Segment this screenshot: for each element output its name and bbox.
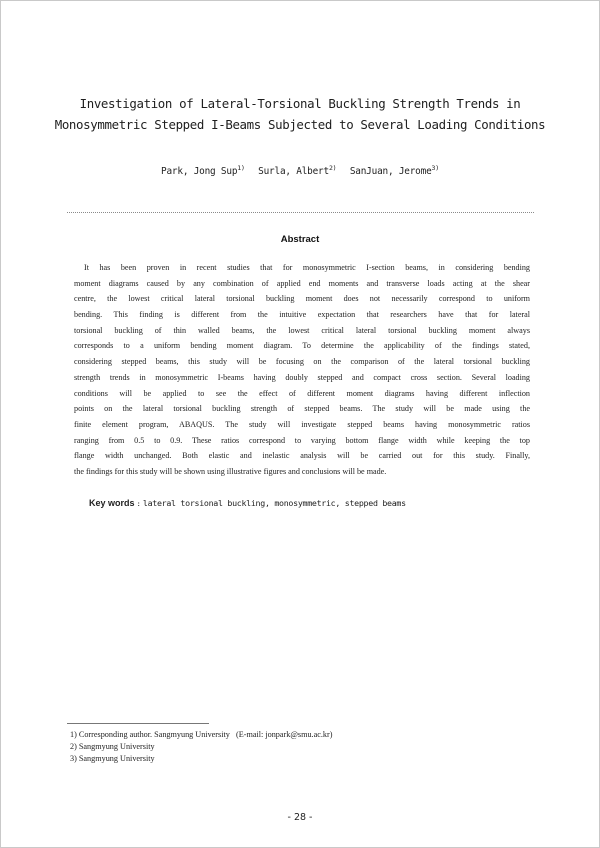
abstract-line: torsional buckling of thin walled beams, the lowest critical lateral torsional buckling moment always xyxy=(74,325,530,335)
abstract-line: strength trends in monosymmetric I-beams having doubly stepped and compact cross section. Several loading xyxy=(74,372,530,382)
abstract-line: ranging from 0.5 to 0.9. These ratios correspond to varying bottom flange width while keeping the top xyxy=(74,435,530,445)
abstract-line: flange width unchanged. Both elastic and inelastic analysis will be carried out for this study. Finally, xyxy=(74,451,530,461)
abstract-line: moment diagrams caused by any combination of applied end moments and transverse loads acting at the shear xyxy=(74,278,530,288)
abstract-line: It has been proven in recent studies that for monosymmetric I-section beams, in considering bending xyxy=(84,263,530,272)
page-number: - 28 - xyxy=(287,812,313,823)
author-name: Park, Jong Sup xyxy=(161,166,238,177)
keywords-label: Key words xyxy=(89,498,135,508)
footnote: 2) Sangmyung University xyxy=(70,742,155,752)
abstract-body xyxy=(74,260,530,480)
title-line: Investigation of Lateral-Torsional Buckling Strength Trends in xyxy=(79,96,521,111)
abstract-line: conditions will be applied to see the effect of different moment diagrams having different inflection xyxy=(74,388,530,398)
author xyxy=(258,166,336,177)
footnote: 1) Corresponding author. Sangmyung University (E-mail: jonpark@smu.ac.kr) xyxy=(70,730,333,739)
abstract-line: the findings for this study will be shown using illustrative figures and conclusions will be made. xyxy=(74,466,387,476)
author xyxy=(350,166,439,177)
abstract-line: points on the lateral torsional buckling strength of stepped beams. The study will be made using the xyxy=(74,404,530,414)
footnote-mark: 2) xyxy=(328,164,337,172)
footnote: 3) Sangmyung University xyxy=(70,754,155,764)
author-list xyxy=(0,164,600,177)
keywords-separator: : xyxy=(134,499,143,509)
author-name: SanJuan, Jerome xyxy=(349,166,432,177)
abstract-line: finite element program, ABAQUS. The study will investigate stepped beams having monosymmetric ratios xyxy=(74,419,530,429)
abstract-line: considering stepped beams, this study will be focusing on the comparison of the lateral torsional buckling xyxy=(74,357,530,367)
author-name: Surla, Albert xyxy=(258,166,329,177)
footnote-mark: 1) xyxy=(237,164,245,172)
abstract-line: bending. This finding is different from the intuitive expectation that researchers have that for lateral xyxy=(74,310,530,320)
footnote-rule xyxy=(67,723,209,724)
abstract-line: centre, the lowest critical lateral torsional buckling moment does not necessarily correspond to uniform xyxy=(74,294,530,304)
footnotes xyxy=(70,729,332,766)
author xyxy=(161,166,245,177)
title-line: Monosymmetric Stepped I-Beams Subjected to Several Loading Conditions xyxy=(54,117,546,132)
dotted-separator xyxy=(67,212,534,213)
keywords xyxy=(89,498,406,509)
keywords-text: lateral torsional buckling, monosymmetric, stepped beams xyxy=(142,498,406,508)
paper-title xyxy=(40,93,560,135)
abstract-line: corresponds to a uniform bending moment diagram. To determine the applicability of the findings stated, xyxy=(74,341,530,351)
abstract-heading: Abstract xyxy=(280,234,320,245)
footnote-mark: 3) xyxy=(431,164,439,172)
